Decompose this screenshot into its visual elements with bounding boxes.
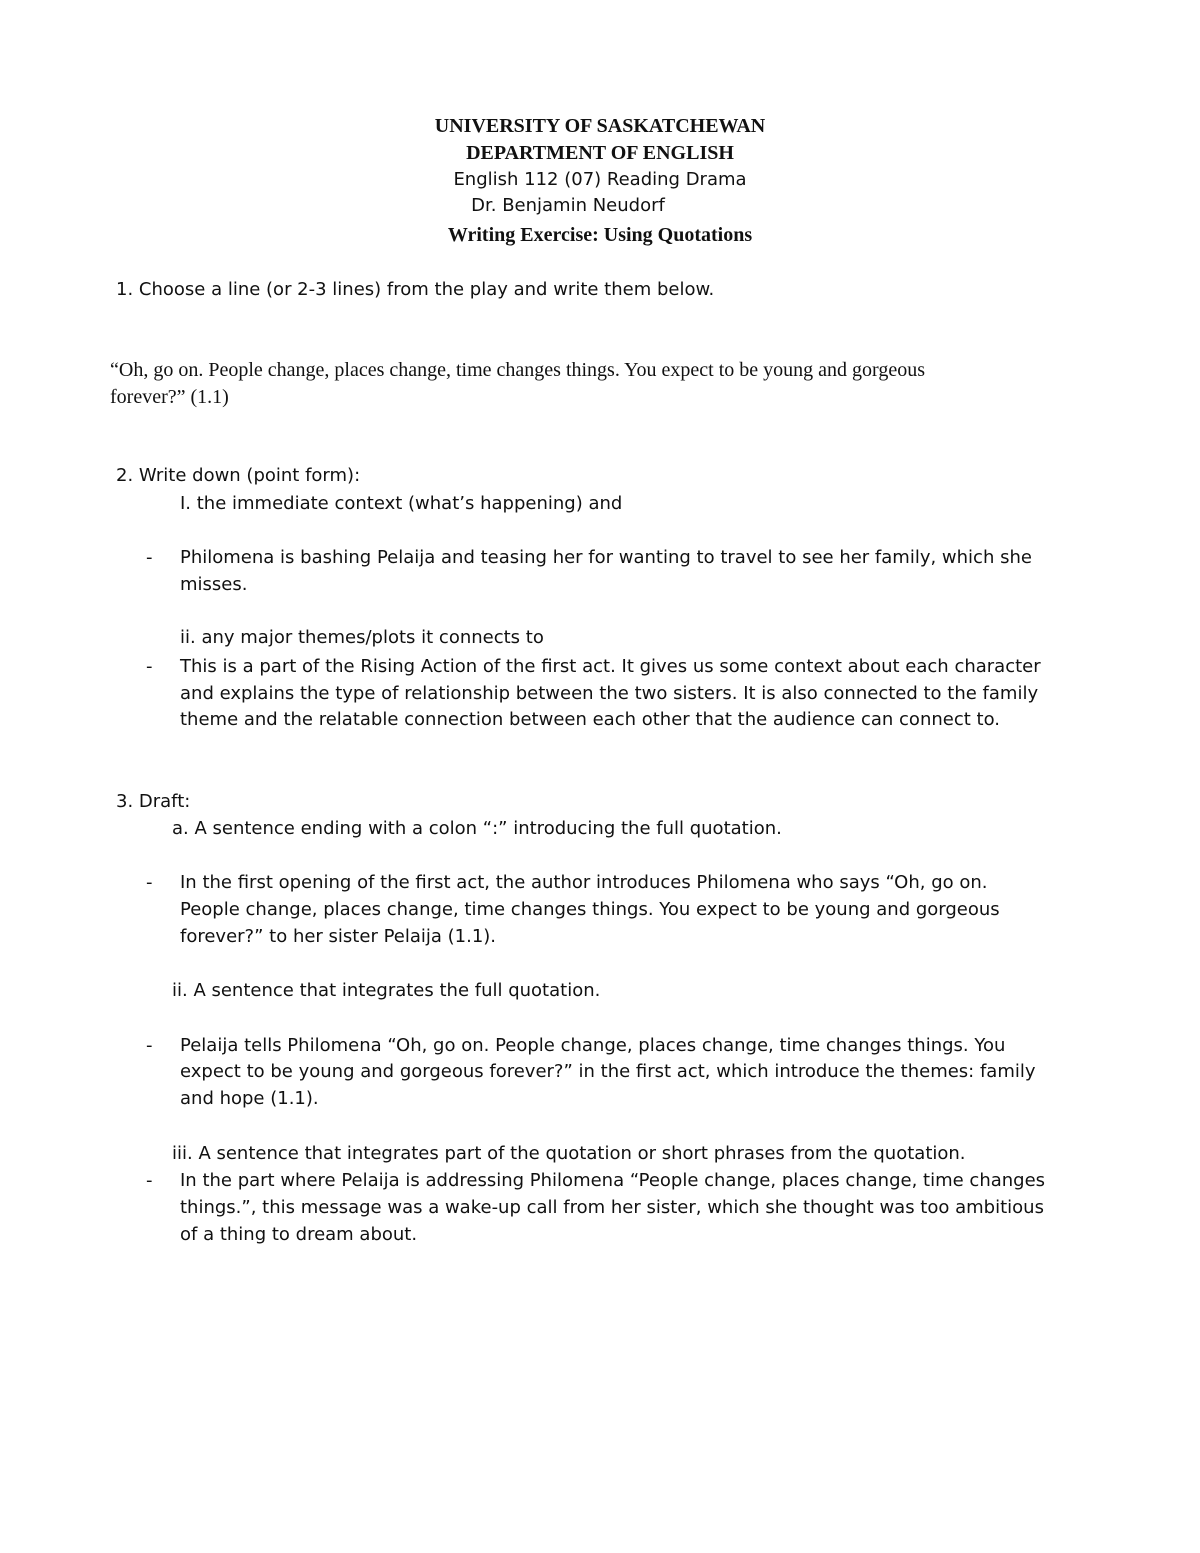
- answer-2ii-line-1: This is a part of the Rising Action of the first act. It gives us some context about each character: [180, 656, 1041, 677]
- answer-3iii-line-3: of a thing to dream about.: [180, 1224, 418, 1245]
- exercise-title: Writing Exercise: Using Quotations: [447, 224, 753, 246]
- bullet-dash: -: [146, 1035, 153, 1056]
- quote-line-1: “Oh, go on. People change, places change, time changes things. You expect to be young and gorgeous: [110, 359, 925, 381]
- answer-2i-line-1: Philomena is bashing Pelaija and teasing her for wanting to travel to see her family, which she: [180, 547, 1032, 568]
- answer-2i-line-2: misses.: [180, 574, 248, 595]
- answer-3iii-line-2: things.”, this message was a wake-up call from her sister, which she thought was too ambitious: [180, 1197, 1044, 1218]
- question-1-prompt: 1. Choose a line (or 2-3 lines) from the play and write them below.: [116, 279, 715, 300]
- question-2-sub-ii: ii. any major themes/plots it connects to: [180, 627, 544, 648]
- answer-3a-line-1: In the first opening of the first act, the author introduces Philomena who says “Oh, go on.: [180, 872, 988, 893]
- question-2-prompt: 2. Write down (point form):: [116, 465, 361, 486]
- question-3-sub-a: a. A sentence ending with a colon “:” introducing the full quotation.: [172, 818, 782, 839]
- department-heading: DEPARTMENT OF ENGLISH: [466, 142, 734, 164]
- answer-3a-line-3: forever?” to her sister Pelaija (1.1).: [180, 926, 497, 947]
- question-3-sub-iii: iii. A sentence that integrates part of the quotation or short phrases from the quotation.: [172, 1143, 966, 1164]
- question-3-sub-ii: ii. A sentence that integrates the full quotation.: [172, 980, 601, 1001]
- answer-3ii-line-1: Pelaija tells Philomena “Oh, go on. People change, places change, time changes things. You: [180, 1035, 1006, 1056]
- instructor-name: Dr. Benjamin Neudorf: [471, 195, 665, 216]
- bullet-dash: -: [146, 656, 153, 677]
- bullet-dash: -: [146, 872, 153, 893]
- answer-3iii-line-1: In the part where Pelaija is addressing Philomena “People change, places change, time changes: [180, 1170, 1046, 1191]
- university-heading: UNIVERSITY OF SASKATCHEWAN: [434, 115, 766, 137]
- bullet-dash: -: [146, 547, 153, 568]
- bullet-dash: -: [146, 1170, 153, 1191]
- quote-line-2: forever?” (1.1): [110, 386, 229, 408]
- question-2-sub-i: I. the immediate context (what’s happening) and: [180, 493, 623, 514]
- course-title: English 112 (07) Reading Drama: [453, 169, 747, 190]
- answer-3a-line-2: People change, places change, time changes things. You expect to be young and gorgeous: [180, 899, 1000, 920]
- answer-2ii-line-2: and explains the type of relationship between the two sisters. It is also connected to the family: [180, 683, 1039, 704]
- answer-3ii-line-3: and hope (1.1).: [180, 1088, 319, 1109]
- question-3-prompt: 3. Draft:: [116, 791, 191, 812]
- answer-3ii-line-2: expect to be young and gorgeous forever?” in the first act, which introduce the themes: family: [180, 1061, 1036, 1082]
- answer-2ii-line-3: theme and the relatable connection between each other that the audience can connect to.: [180, 709, 1000, 730]
